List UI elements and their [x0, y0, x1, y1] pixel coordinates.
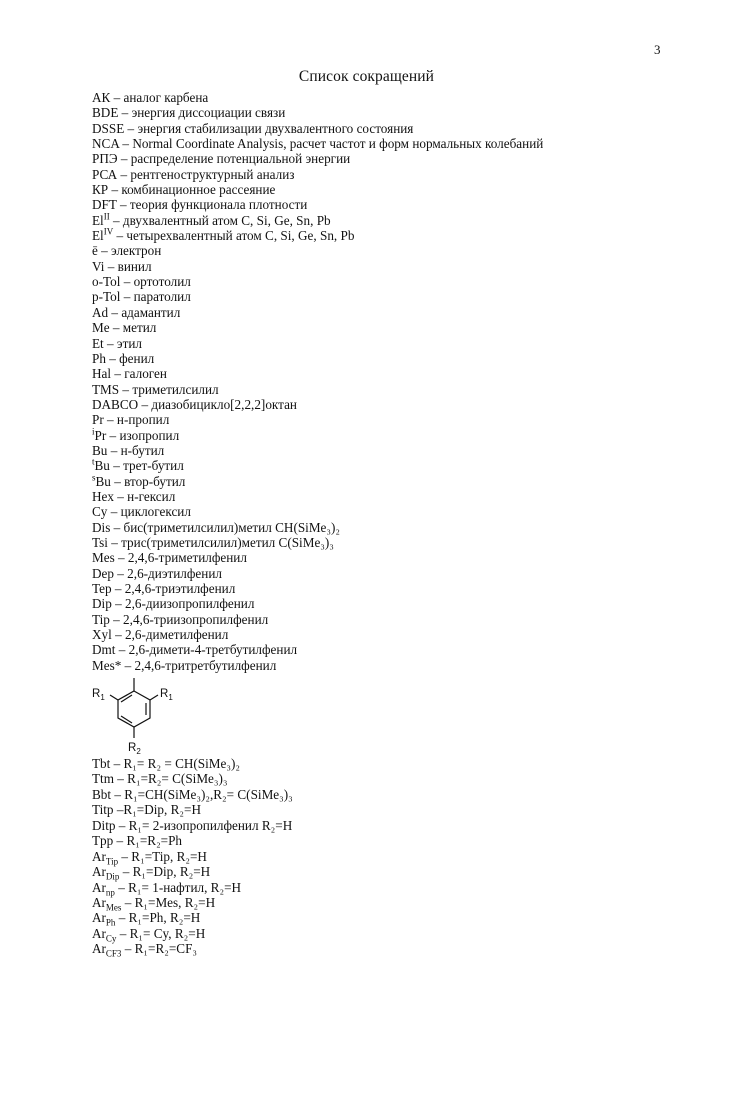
abbreviation-definition: электрон — [111, 243, 162, 259]
substituent-term: Ar — [92, 864, 106, 880]
abbreviation-definition: триметилсилил — [132, 381, 219, 397]
substituent-term: Ttm — [92, 771, 114, 787]
substituent-definition: R₁=CH(SiMe₃)₂,R₂= C(SiMe₃)₃ — [124, 786, 293, 802]
abbreviation-entry: ē – электрон — [92, 243, 162, 259]
abbreviation-entry: $^t$Bu – трет-бутил — [92, 456, 184, 474]
abbreviation-term: Hex — [92, 488, 114, 504]
substituent-term: Ar — [92, 879, 106, 895]
substituent-definition: R₁=Ph, R₂=H — [128, 910, 201, 926]
abbreviation-entry: $El^{IV}$ – четырехвалентный атом C, Si, Ge, Sn, Pb — [92, 226, 355, 244]
substituent-entry: Tbt – R₁= R₂ = CH(SiMe₃)₂ — [92, 756, 240, 771]
abbreviation-definition: теория функционала плотности — [129, 197, 308, 213]
abbreviation-term: BDE — [92, 105, 119, 121]
substituent-definition: R₁= R₂ = CH(SiMe₃)₂ — [123, 756, 240, 771]
abbreviation-term: Bu — [95, 473, 111, 489]
abbreviation-entry: o-Tol – ортотолил — [92, 274, 191, 290]
substituent-entry: $Ar_{Tip} - R_1=Tip$, R₂=H — [92, 848, 207, 867]
abbreviation-definition: диазобицикло[2,2,2]октан — [151, 396, 297, 412]
substituent-term: Tbt — [92, 756, 111, 771]
substituent-term: Ar — [92, 925, 106, 941]
abbreviation-definition: бис(триметилсилил)метил CH(SiMe₃)₂ — [123, 519, 340, 535]
abbreviation-entry: Tip – 2,4,6-триизопропилфенил — [92, 611, 269, 627]
abbreviation-definition: галоген — [124, 366, 167, 382]
abbreviation-entry: p-Tol – паратолил — [92, 289, 191, 305]
abbreviation-term: El — [92, 228, 104, 244]
substituent-definition: R₁=R₂=Ph — [126, 833, 183, 849]
substituent-definition: R₁=R₂= C(SiMe₃)₃ — [127, 771, 228, 787]
abbreviation-definition: н-бутил — [120, 442, 165, 458]
abbreviation-definition: 2,4,6-триизопропилфенил — [123, 611, 269, 627]
abbreviation-entry: $El^{II}$ – двухвалентный атом C, Si, Ge, Sn, Pb — [92, 211, 331, 228]
substituent-entry: Titp –R₁=Dip, R₂=H — [92, 802, 201, 818]
abbreviation-definition: н-гексил — [127, 488, 176, 504]
abbreviation-term: Mes* — [92, 657, 122, 673]
abbreviation-entry: Dep – 2,6-диэтилфенил — [92, 565, 222, 581]
abbreviation-definition: комбинационное рассеяние — [121, 182, 276, 198]
abbreviation-entry: Dip – 2,6-диизопропилфенил — [92, 596, 255, 612]
abbreviation-term: El — [92, 212, 104, 228]
abbreviation-definition: винил — [117, 258, 152, 274]
abbreviation-definition: н-пропил — [116, 412, 170, 428]
abbreviation-term: NCA — [92, 136, 120, 152]
abbreviation-definition: адамантил — [121, 304, 181, 320]
substituent-term-sub: CF3 — [105, 948, 122, 959]
abbreviation-definition: фенил — [119, 350, 155, 366]
abbreviation-sup: II — [103, 211, 110, 222]
abbreviation-term: Dep — [92, 565, 114, 581]
abbreviation-entry: Cy – циклогексил — [92, 504, 191, 520]
abbreviation-term: Tip — [92, 611, 110, 627]
abbreviation-term: Et — [92, 335, 104, 351]
abbreviation-definition: 2,6-диметилфенил — [124, 627, 229, 643]
abbreviation-entry: Ph – фенил — [92, 350, 155, 366]
r1-left-label: $R_1$ — [92, 688, 105, 702]
abbreviation-list — [92, 90, 543, 673]
substituent-definition: R₁= Cy, R₂=H — [129, 925, 206, 941]
abbreviation-definition: 2,6-диизопропилфенил — [124, 596, 255, 612]
abbreviation-term: Pr — [94, 427, 107, 443]
substituent-term-sub: Cy — [105, 933, 117, 944]
abbreviation-term: Bu — [94, 458, 110, 474]
substituent-entry: Ditp – R₁= 2-изопропилфенил R₂=H — [92, 817, 293, 833]
abbreviation-entry: Ad – адамантил — [92, 304, 181, 320]
abbreviation-definition: втор-бутил — [124, 473, 186, 489]
abbreviation-definition: 2,6-димети-4-третбутилфенил — [128, 642, 298, 658]
abbreviation-term: Vi — [92, 258, 105, 274]
benzene-ring — [110, 678, 158, 738]
abbreviation-entry: DFT – теория функционала плотности — [92, 197, 308, 213]
substituent-term: Tpp — [92, 833, 114, 849]
substituent-entry: $Ar_{Dip} - R_1=Dip$, R₂=H — [92, 864, 211, 882]
abbreviation-term: o-Tol — [92, 274, 121, 290]
abbreviation-definition: трет-бутил — [123, 458, 184, 474]
abbreviation-definition: трис(триметилсилил)метил C(SiMe₃)₃ — [121, 534, 334, 550]
abbreviation-term: Ad — [92, 304, 109, 320]
substituent-definition: R₁=R₂=CF₃ — [134, 941, 198, 957]
abbreviation-term: DABCO — [92, 396, 139, 412]
abbreviation-term: Dip — [92, 596, 112, 612]
abbreviation-definition: 2,4,6-триметилфенил — [127, 550, 247, 566]
substituent-entry: Tpp – R₁=R₂=Ph — [92, 833, 183, 849]
substituent-entry: $Ar_{Cy} - R_1= Cy$, R₂=H — [92, 925, 206, 944]
abbreviation-term: Bu — [92, 442, 108, 458]
substituent-term-sub: np — [105, 887, 115, 898]
abbreviation-entry: КР – комбинационное рассеяние — [92, 182, 276, 198]
abbreviation-entry: Bu – н-бутил — [92, 442, 165, 458]
r1-right-label: $R_1$ — [160, 688, 173, 702]
substituent-definition: R₁= 2-изопропилфенил R₂=H — [128, 817, 293, 833]
substituent-definition: R₁=Dip, R₂=H — [132, 864, 211, 880]
abbreviation-definition: двухвалентный атом C, Si, Ge, Sn, Pb — [122, 212, 331, 228]
abbreviation-entry: Tsi – трис(триметилсилил)метил C(SiMe₃)₃ — [92, 534, 334, 550]
abbreviation-entry: Vi – винил — [92, 258, 152, 274]
abbreviation-prefix-sup: t — [92, 456, 95, 467]
aryl-structure-diagram — [88, 676, 188, 758]
substituent-term-sub: Mes — [105, 902, 122, 913]
abbreviation-term: Hal — [92, 366, 112, 382]
abbreviation-entry: Dis – бис(триметилсилил)метил CH(SiMe₃)₂ — [92, 519, 340, 535]
abbreviation-term: Tsi — [92, 534, 108, 550]
substituent-term: Ar — [92, 848, 106, 864]
abbreviation-term: Mes — [92, 550, 115, 566]
abbreviation-definition: циклогексил — [120, 504, 191, 520]
abbreviation-definition: энергия стабилизации двухвалентного состояния — [137, 120, 414, 136]
abbreviation-term: Pr — [92, 412, 104, 428]
abbreviation-entry: Tep – 2,4,6-триэтилфенил — [92, 581, 236, 596]
abbreviation-term: DFT — [92, 197, 117, 213]
abbreviation-term: Xyl — [92, 627, 112, 643]
abbreviation-term: РСА — [92, 166, 118, 182]
abbreviation-term: TMS — [92, 381, 120, 397]
r2-bottom-label: $R_2$ — [128, 742, 141, 756]
abbreviation-term: Me — [92, 320, 110, 336]
abbreviation-definition: изопропил — [119, 427, 180, 443]
abbreviation-entry: BDE – энергия диссоциации связи — [92, 105, 286, 121]
abbreviation-term: p-Tol — [92, 289, 121, 305]
abbreviation-definition: 2,6-диэтилфенил — [127, 565, 222, 581]
abbreviation-definition: ортотолил — [133, 274, 191, 290]
abbreviation-entry: Hex – н-гексил — [92, 488, 176, 504]
abbreviation-definition: метил — [122, 320, 157, 336]
abbreviation-term: Dis — [92, 519, 111, 535]
abbreviation-entry: Me – метил — [92, 320, 157, 336]
abbreviation-term: ē — [92, 243, 98, 259]
abbreviation-entry: TMS – триметилсилил — [92, 381, 219, 397]
abbreviation-entry: Xyl – 2,6-диметилфенил — [92, 627, 229, 643]
abbreviation-entry: $^s$Bu – втор-бутил — [92, 472, 186, 489]
page-number: 3 — [654, 42, 661, 57]
abbreviation-term: КР — [92, 182, 109, 198]
page-title: Список сокращений — [298, 68, 435, 85]
abbreviation-definition: 2,4,6-тритретбутилфенил — [134, 657, 277, 673]
substituent-definition: R₁=Dip, R₂=H — [123, 802, 201, 818]
abbreviation-term: Tep — [92, 581, 112, 596]
abbreviation-prefix-sup: s — [92, 472, 96, 483]
substituent-definition: R₁=Tip, R₂=H — [131, 848, 207, 864]
abbreviation-definition: энергия диссоциации связи — [131, 105, 286, 121]
abbreviation-entry: DSSE – энергия стабилизации двухвалентного состояния — [92, 120, 414, 136]
abbreviation-entry: Hal – галоген — [92, 366, 167, 382]
substituent-entry: $Ar_{CF3} - R_1=R_2=CF_3$ — [92, 941, 198, 959]
substituent-entry: $Ar_{np} - R_1=$ 1-нафтил, R₂=H — [92, 879, 242, 898]
abbreviation-definition: распределение потенциальной энергии — [130, 151, 351, 167]
substituent-term-sub: Ph — [105, 918, 116, 929]
abbreviation-term: Cy — [92, 504, 108, 520]
abbreviation-entry: АК – аналог карбена — [92, 90, 209, 105]
abbreviation-term: РПЭ — [92, 151, 118, 167]
abbreviation-term: Dmt — [92, 642, 116, 658]
substituent-entry: Ttm – R₁=R₂= C(SiMe₃)₃ — [92, 771, 228, 787]
abbreviation-definition: рентгеноструктурный анализ — [130, 166, 295, 182]
abbreviation-entry: Mes* – 2,4,6-тритретбутилфенил — [92, 657, 277, 673]
substituent-definition: R₁= 1-нафтил, R₂=H — [128, 879, 242, 895]
abbreviation-prefix-sup: i — [92, 426, 95, 437]
abbreviation-definition: четырехвалентный атом C, Si, Ge, Sn, Pb — [126, 228, 355, 244]
substituent-term-sub: Dip — [105, 871, 120, 882]
abbreviation-definition: 2,4,6-триэтилфенил — [124, 581, 236, 596]
substituent-term: Bbt — [92, 786, 112, 802]
abbreviation-entry: РСА – рентгеноструктурный анализ — [92, 166, 295, 182]
substituent-entry: $Ar_{Mes} - R_1=Mes$, R₂=H — [92, 894, 216, 913]
substituent-term: Ar — [92, 910, 106, 926]
abbreviation-entry: Pr – н-пропил — [92, 412, 170, 428]
abbreviation-entry: Mes – 2,4,6-триметилфенил — [92, 550, 247, 566]
abbreviation-sup: IV — [103, 226, 114, 237]
abbreviation-entry: Dmt – 2,6-димети-4-третбутилфенил — [92, 642, 298, 658]
abbreviation-definition: паратолил — [133, 289, 191, 305]
abbreviation-definition: Normal Coordinate Analysis, расчет частот и форм нормальных колебаний — [132, 136, 544, 152]
substituent-term: Ar — [92, 941, 106, 957]
substituent-term: Ditp — [92, 817, 116, 833]
abbreviation-definition: аналог карбена — [123, 90, 209, 105]
abbreviation-entry: NCA – Normal Coordinate Analysis, расчет частот и форм нормальных колебаний — [92, 136, 544, 152]
abbreviation-definition: этил — [116, 335, 142, 351]
substituent-term: Titp — [92, 802, 114, 818]
substituent-list — [92, 756, 293, 957]
abbreviation-entry: $^i$Pr – изопропил — [92, 426, 180, 443]
substituent-definition: R₁=Mes, R₂=H — [134, 894, 216, 910]
abbreviation-term: DSSE — [92, 120, 125, 136]
substituent-term: Ar — [92, 894, 106, 910]
substituent-term-sub: Tip — [105, 856, 119, 867]
abbreviation-term: АК — [92, 90, 111, 105]
substituent-entry: Bbt – R₁=CH(SiMe₃)₂,R₂= C(SiMe₃)₃ — [92, 786, 293, 802]
abbreviation-entry: Et – этил — [92, 335, 142, 351]
abbreviation-term: Ph — [92, 350, 106, 366]
substituent-entry: $Ar_{Ph} - R_1=Ph$, R₂=H — [92, 910, 201, 929]
abbreviation-entry: РПЭ – распределение потенциальной энергии — [92, 151, 351, 167]
abbreviation-entry: DABCO – диазобицикло[2,2,2]октан — [92, 396, 297, 412]
